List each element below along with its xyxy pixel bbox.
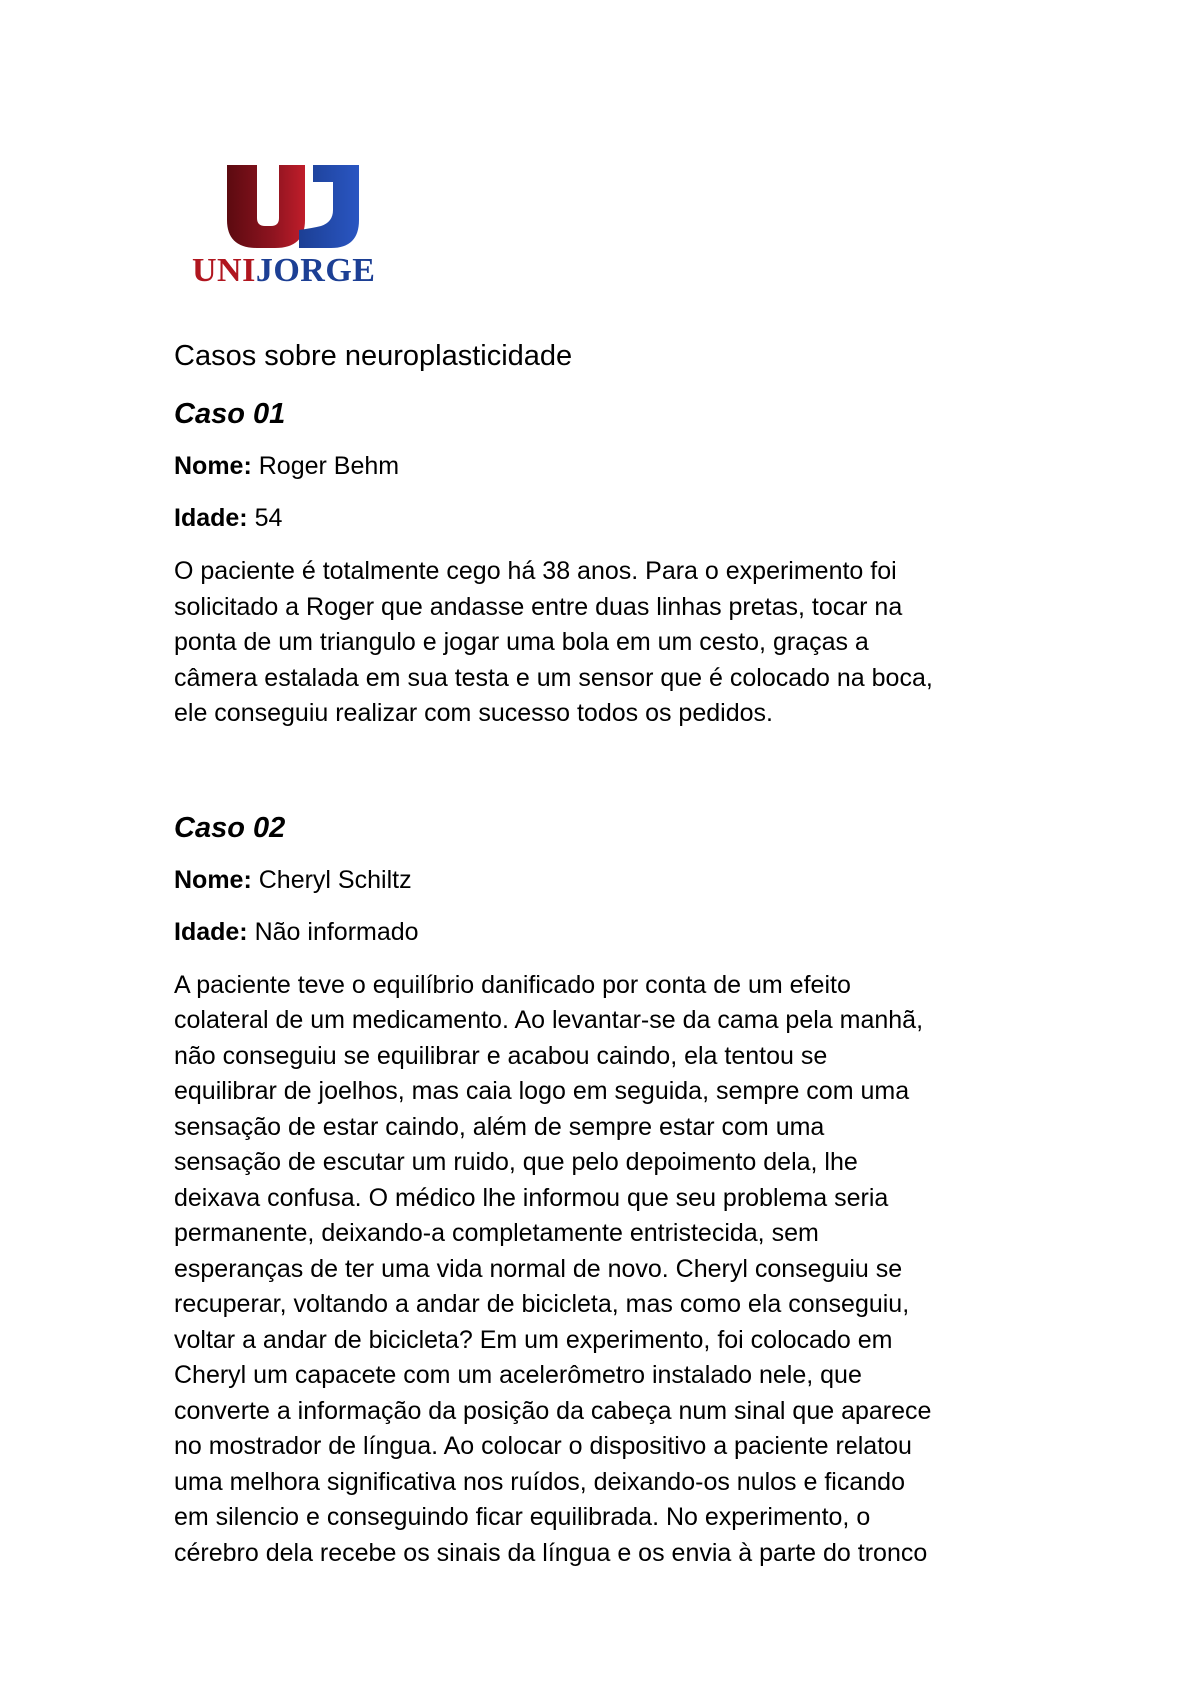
text-line: converte a informação da posição da cabeça num sinal que aparece bbox=[174, 1396, 932, 1425]
name-value: Roger Behm bbox=[258, 452, 400, 480]
age-value: 54 bbox=[254, 504, 283, 532]
document-body bbox=[174, 338, 1054, 1571]
case-heading: Caso 02 bbox=[174, 811, 286, 844]
text-line: deixava confusa. O médico lhe informou que seu problema seria bbox=[174, 1183, 889, 1212]
name-field bbox=[174, 864, 1054, 896]
logo-text-jorge: JORGE bbox=[255, 252, 376, 289]
unijorge-logo bbox=[187, 160, 407, 320]
text-line: colateral de um medicamento. Ao levantar-se da cama pela manhã, bbox=[174, 1006, 924, 1034]
text-line: Cheryl um capacete com um acelerômetro instalado nele, que bbox=[174, 1361, 862, 1389]
text-line: em silencio e conseguindo ficar equilibrada. No experimento, o bbox=[174, 1503, 871, 1531]
text-line: equilibrar de joelhos, mas caia logo em seguida, sempre com uma bbox=[174, 1077, 910, 1105]
text-line: não conseguiu se equilibrar e acabou caindo, ela tentou se bbox=[174, 1041, 828, 1070]
name-label: Nome: bbox=[174, 865, 252, 894]
age-value: Não informado bbox=[254, 917, 419, 946]
logo-wordmark bbox=[192, 254, 375, 288]
text-line: recuperar, voltando a andar de bicicleta, mas como ela conseguiu, bbox=[174, 1290, 910, 1318]
text-line: A paciente teve o equilíbrio danificado por conta de um efeito bbox=[174, 970, 851, 999]
age-field bbox=[174, 502, 1054, 534]
text-line: câmera estalada em sua testa e um sensor que é colocado na boca, bbox=[174, 663, 933, 692]
name-value: Cheryl Schiltz bbox=[258, 865, 412, 894]
text-line: ele conseguiu realizar com sucesso todos os pedidos. bbox=[174, 699, 773, 727]
case-01 bbox=[174, 396, 1054, 732]
text-line: sensação de estar caindo, além de sempre estar com uma bbox=[174, 1112, 825, 1141]
case-02 bbox=[174, 810, 1054, 1572]
text-line: permanente, deixando-a completamente entristecida, sem bbox=[174, 1219, 819, 1247]
document-title: Casos sobre neuroplasticidade bbox=[174, 340, 573, 372]
text-line: uma melhora significativa nos ruídos, deixando-os nulos e ficando bbox=[174, 1467, 905, 1496]
text-line: voltar a andar de bicicleta? Em um experimento, foi colocado em bbox=[174, 1325, 893, 1354]
logo-text-uni: UNI bbox=[192, 252, 256, 289]
text-line: O paciente é totalmente cego há 38 anos. Para o experimento foi bbox=[174, 557, 897, 585]
section-spacer bbox=[174, 732, 1054, 810]
name-label: Nome: bbox=[174, 452, 252, 480]
case-heading: Caso 01 bbox=[174, 398, 286, 430]
text-line: sensação de escutar um ruido, que pelo depoimento dela, lhe bbox=[174, 1148, 858, 1176]
name-field bbox=[174, 450, 1054, 482]
case-description bbox=[174, 968, 1054, 1572]
age-field bbox=[174, 916, 1054, 948]
text-line: esperanças de ter uma vida normal de novo. Cheryl conseguiu se bbox=[174, 1254, 903, 1283]
case-description bbox=[174, 554, 1054, 732]
age-label: Idade: bbox=[174, 917, 248, 946]
text-line: solicitado a Roger que andasse entre duas linhas pretas, tocar na bbox=[174, 592, 903, 621]
age-label: Idade: bbox=[174, 504, 248, 532]
text-line: no mostrador de língua. Ao colocar o dispositivo a paciente relatou bbox=[174, 1432, 912, 1460]
uj-logo-mark-icon bbox=[187, 160, 407, 250]
text-line: ponta de um triangulo e jogar uma bola em um cesto, graças a bbox=[174, 628, 869, 656]
text-line: cérebro dela recebe os sinais da língua e os envia à parte do tronco bbox=[174, 1538, 928, 1567]
